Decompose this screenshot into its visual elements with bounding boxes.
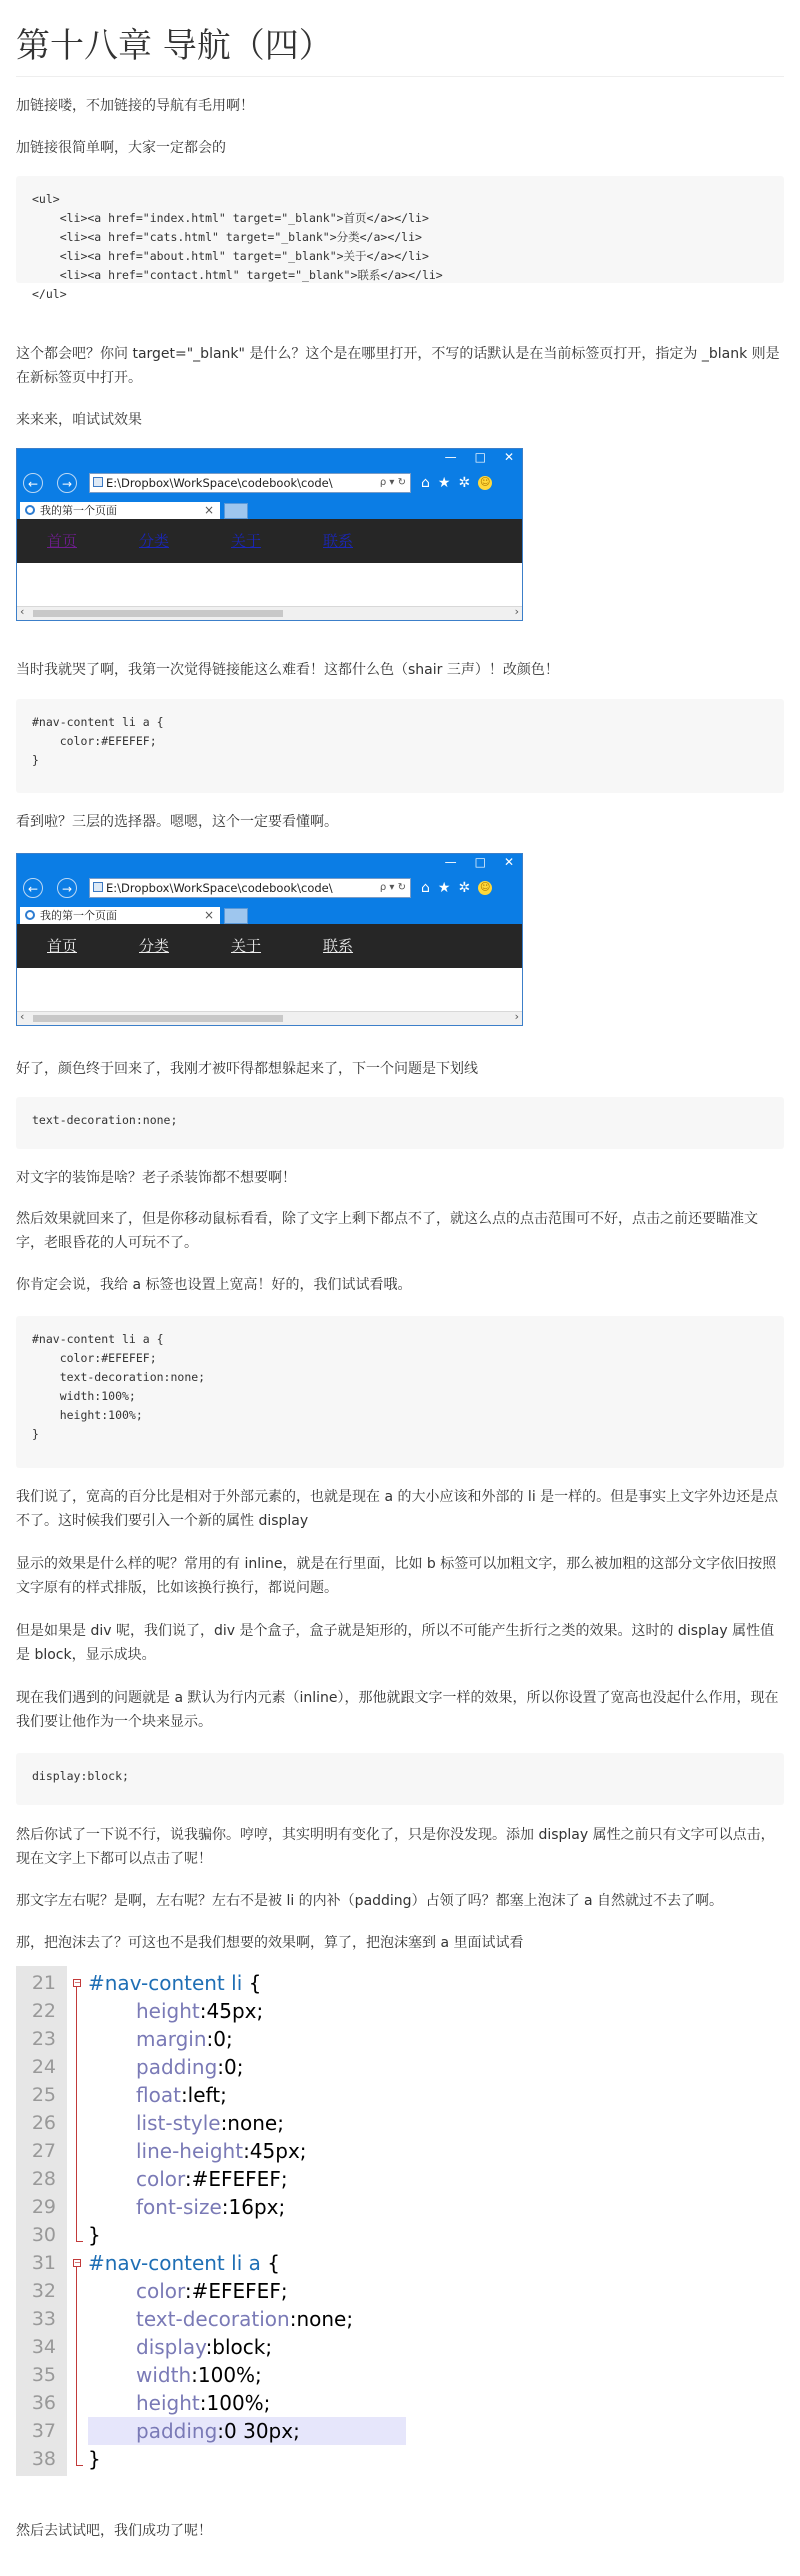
page-title: 第十八章 导航（四） — [16, 26, 333, 66]
address-text: E:\Dropbox\WorkSpace\codebook\code\ — [106, 476, 333, 490]
title-divider — [16, 76, 784, 77]
window-close-icon: ✕ — [503, 450, 514, 464]
line-number: 27 — [31, 2140, 56, 2162]
code-text — [88, 1969, 261, 1997]
css-property: width — [136, 2363, 192, 2387]
nav-link-contact: 联系 — [323, 532, 354, 550]
css-value: :#EFEFEF; — [184, 2279, 288, 2303]
line-number: 24 — [31, 2056, 56, 2078]
code-text — [88, 2445, 101, 2473]
editor-line — [16, 2445, 408, 2473]
ie-icon — [25, 505, 35, 515]
css-selector: #nav-content li — [88, 1971, 243, 1995]
favorites-star-icon: ★ — [437, 475, 451, 491]
paragraph: 这个都会吧？你问 target="_blank" 是什么？这个是在哪里打开，不写的话默认是在当前标签页打开，指定为 _blank 则是在新标签页中打开。 — [16, 346, 780, 386]
css-property: height — [136, 2391, 200, 2415]
paragraph: 然后你试了一下说不行，说我骗你。哼哼，其实明明有变化了，只是你没发现。添加 display 属性之前只有文字可以点击，现在文字上下都可以点击了呢！ — [16, 1827, 775, 1867]
editor-line — [16, 2193, 408, 2221]
home-icon: ⌂ — [421, 880, 430, 896]
paragraph: 但是如果是 div 呢，我们说了，div 是个盒子，盒子就是矩形的，所以不可能产生折行之类的效果。这时的 display 属性值是 block，显示成块。 — [16, 1623, 775, 1663]
horizontal-scrollbar — [17, 606, 522, 620]
browser-tab-row — [17, 501, 522, 519]
browser-screenshot-after — [16, 853, 523, 1026]
browser-address-row — [17, 870, 522, 906]
address-bar — [89, 878, 411, 898]
code-block-display-block: display:block; — [16, 1753, 784, 1805]
editor-line — [16, 1997, 408, 2025]
forward-icon: → — [57, 878, 77, 898]
scroll-left-icon: ‹ — [20, 1010, 25, 1023]
css-property: text-decoration — [136, 2307, 290, 2331]
paragraph: 来来来，咱试试效果 — [16, 412, 142, 428]
paragraph: 那文字左右呢？是啊，左右呢？左右不是被 li 的内补（padding）占领了吗？都塞上泡沫了 a 自然就过不去了啊。 — [16, 1893, 724, 1909]
code-editor-screenshot — [16, 1966, 408, 2476]
fold-marker-icon: − — [74, 2258, 81, 2267]
code-block-width-height: #nav-content li a { color:#EFEFEF; text-decoration:none; width:100%; height:100%; } — [16, 1316, 784, 1468]
code-text — [136, 2193, 285, 2221]
code-text — [136, 2389, 270, 2417]
browser-tab — [20, 502, 220, 519]
favorites-star-icon: ★ — [437, 880, 451, 896]
line-number: 34 — [31, 2336, 56, 2358]
window-close-icon: ✕ — [503, 855, 514, 869]
line-number: 33 — [31, 2308, 56, 2330]
code-text — [136, 2109, 284, 2137]
css-property: list-style — [136, 2111, 221, 2135]
code-text — [136, 2305, 353, 2333]
editor-line — [16, 2025, 408, 2053]
code-text — [136, 2361, 262, 2389]
css-value: :none; — [289, 2307, 354, 2331]
address-bar — [89, 473, 411, 493]
scroll-thumb — [33, 1015, 283, 1022]
css-value: :100%; — [199, 2391, 271, 2415]
code-text — [136, 2081, 227, 2109]
css-value: :100%; — [191, 2363, 262, 2387]
css-value: :16px; — [221, 2195, 286, 2219]
code-text — [136, 1997, 263, 2025]
css-value: :none; — [220, 2111, 284, 2135]
demo-nav-bar — [17, 924, 522, 968]
editor-line — [16, 2221, 408, 2249]
css-property: color — [136, 2279, 185, 2303]
gear-icon: ✲ — [458, 475, 471, 491]
editor-line — [16, 2333, 408, 2361]
code-block-text-decoration: text-decoration:none; — [16, 1097, 784, 1149]
code-text — [136, 2333, 272, 2361]
editor-line — [16, 1969, 408, 1997]
browser-tab-row — [17, 906, 522, 924]
page-icon — [93, 882, 103, 892]
line-number: 28 — [31, 2168, 56, 2190]
tab-title: 我的第一个页面 — [40, 909, 117, 922]
scroll-right-icon: › — [514, 605, 519, 618]
paragraph: 加链接很简单啊，大家一定都会的 — [16, 140, 226, 156]
code-text — [136, 2137, 307, 2165]
browser-titlebar — [17, 854, 522, 870]
nav-link-categories: 分类 — [139, 532, 170, 550]
forward-icon: → — [57, 473, 77, 493]
code-text — [88, 2221, 101, 2249]
css-value: :left; — [180, 2083, 227, 2107]
nav-link-about: 关于 — [231, 532, 262, 550]
address-text: E:\Dropbox\WorkSpace\codebook\code\ — [106, 881, 333, 895]
paragraph: 好了，颜色终于回来了，我刚才被吓得都想躲起来了，下一个问题是下划线 — [16, 1061, 478, 1077]
new-tab-button — [224, 908, 248, 924]
maximize-icon: □ — [474, 450, 486, 464]
editor-line — [16, 2389, 408, 2417]
nav-link-home: 首页 — [47, 937, 78, 955]
css-property: padding — [136, 2419, 218, 2443]
nav-link-contact: 联系 — [323, 937, 354, 955]
code-text — [88, 2249, 280, 2277]
brace: { — [242, 1971, 262, 1995]
paragraph: 显示的效果是什么样的呢？常用的有 inline，就是在行里面，比如 b 标签可以加粗文字，那么被加粗的这部分文字依旧按照文字原有的样式排版，比如该换行换行，都说问题。 — [16, 1556, 777, 1596]
line-number: 25 — [31, 2084, 56, 2106]
tab-title: 我的第一个页面 — [40, 504, 117, 517]
css-value: :45px; — [243, 2139, 307, 2163]
line-number: 32 — [31, 2280, 56, 2302]
css-property: font-size — [136, 2195, 222, 2219]
css-property: height — [136, 1999, 200, 2023]
code-text — [136, 2053, 243, 2081]
editor-line — [16, 2165, 408, 2193]
paragraph: 然后效果就回来了，但是你移动鼠标看看，除了文字上剩下都点不了，就这么点的点击范围可不好，点击之前还要瞄准文字，老眼昏花的人可玩不了。 — [16, 1211, 758, 1251]
scroll-thumb — [33, 610, 283, 617]
maximize-icon: □ — [474, 855, 486, 869]
line-number: 22 — [31, 2000, 56, 2022]
editor-line — [16, 2277, 408, 2305]
line-number: 31 — [31, 2252, 56, 2274]
home-icon: ⌂ — [421, 475, 430, 491]
tab-close-icon: × — [203, 503, 214, 517]
line-number: 37 — [31, 2420, 56, 2442]
line-number: 36 — [31, 2392, 56, 2414]
back-icon: ← — [23, 473, 43, 493]
page-icon — [93, 477, 103, 487]
editor-line — [16, 2305, 408, 2333]
paragraph: 我们说了，宽高的百分比是相对于外部元素的，也就是现在 a 的大小应该和外部的 li 是一样的。但是事实上文字外边还是点不了。这时候我们要引入一个新的属性 display — [16, 1489, 779, 1529]
browser-address-row — [17, 465, 522, 501]
paragraph: 当时我就哭了啊，我第一次觉得链接能这么难看！这都什么色（shair 三声）！改颜色！ — [16, 662, 559, 678]
line-number: 23 — [31, 2028, 56, 2050]
css-property: margin — [136, 2027, 207, 2051]
browser-screenshot-before — [16, 448, 523, 621]
line-number: 30 — [31, 2224, 56, 2246]
code-text — [136, 2277, 288, 2305]
paragraph: 现在我们遇到的问题就是 a 默认为行内元素（inline），那他就跟文字一样的效果，所以你设置了宽高也没起什么作用，现在我们要让他作为一个块来显示。 — [16, 1690, 779, 1730]
tab-close-icon: × — [203, 908, 214, 922]
smiley-icon: ☺ — [479, 477, 491, 488]
browser-titlebar — [17, 449, 522, 465]
css-value: :block; — [205, 2335, 273, 2359]
smiley-icon: ☺ — [479, 882, 491, 893]
editor-line — [16, 2417, 408, 2445]
editor-line — [16, 2361, 408, 2389]
scroll-right-icon: › — [514, 1010, 519, 1023]
css-value: :0; — [217, 2055, 244, 2079]
css-property: padding — [136, 2055, 218, 2079]
line-number: 29 — [31, 2196, 56, 2218]
minimize-icon: — — [444, 855, 457, 869]
new-tab-button — [224, 503, 248, 519]
editor-line — [16, 2053, 408, 2081]
code-text — [136, 2165, 288, 2193]
nav-link-categories: 分类 — [139, 937, 170, 955]
paragraph: 对文字的装饰是啥？老子杀装饰都不想要啊！ — [16, 1170, 296, 1186]
gear-icon: ✲ — [458, 880, 471, 896]
paragraph: 你肯定会说，我给 a 标签也设置上宽高！好的，我们试试看哦。 — [16, 1277, 412, 1293]
paragraph: 加链接喽，不加链接的导航有毛用啊！ — [16, 98, 254, 114]
paragraph: 然后去试试吧，我们成功了呢！ — [16, 2523, 212, 2539]
horizontal-scrollbar — [17, 1011, 522, 1025]
editor-line — [16, 2137, 408, 2165]
css-value: :#EFEFEF; — [184, 2167, 288, 2191]
css-selector: #nav-content li a — [88, 2251, 261, 2275]
code-block-link-color: #nav-content li a { color:#EFEFEF; } — [16, 699, 784, 793]
css-value: :0 30px; — [217, 2419, 300, 2443]
code-text — [136, 2025, 233, 2053]
ie-icon — [25, 910, 35, 920]
address-tools-icon: ρ ▾ ↻ — [376, 879, 406, 897]
nav-link-about: 关于 — [231, 937, 262, 955]
brace: } — [88, 2223, 101, 2247]
css-property: line-height — [136, 2139, 244, 2163]
fold-marker-icon: − — [74, 1978, 81, 1987]
line-number: 35 — [31, 2364, 56, 2386]
brace: } — [88, 2447, 101, 2471]
editor-line — [16, 2249, 408, 2277]
css-value: :45px; — [199, 1999, 264, 2023]
demo-nav-bar — [17, 519, 522, 563]
minimize-icon: — — [444, 450, 457, 464]
address-tools-icon: ρ ▾ ↻ — [376, 474, 406, 492]
editor-line — [16, 2081, 408, 2109]
browser-tab — [20, 907, 220, 924]
code-text — [136, 2417, 300, 2445]
paragraph: 看到啦？三层的选择器。嗯嗯，这个一定要看懂啊。 — [16, 814, 338, 830]
paragraph: 那，把泡沫去了？可这也不是我们想要的效果啊，算了，把泡沫塞到 a 里面试试看 — [16, 1935, 524, 1951]
line-number: 21 — [31, 1972, 56, 1994]
back-icon: ← — [23, 878, 43, 898]
line-number: 38 — [31, 2448, 56, 2470]
line-number: 26 — [31, 2112, 56, 2134]
brace: { — [260, 2251, 280, 2275]
scroll-left-icon: ‹ — [20, 605, 25, 618]
css-property: display — [136, 2335, 206, 2359]
css-property: color — [136, 2167, 185, 2191]
editor-line — [16, 2109, 408, 2137]
css-property: float — [136, 2083, 181, 2107]
css-value: :0; — [206, 2027, 233, 2051]
nav-link-home: 首页 — [47, 532, 78, 550]
code-block-ul-links: <ul> <li><a href="index.html" target="_blank">首页</a></li> <li><a href="cats.html" target="_blank">分类</a></li> <li><a href="about.html" target="_blank">关于</a></li> <li><a href="contact.html" target="_blank">联系</a></li> </ul> — [16, 176, 784, 283]
